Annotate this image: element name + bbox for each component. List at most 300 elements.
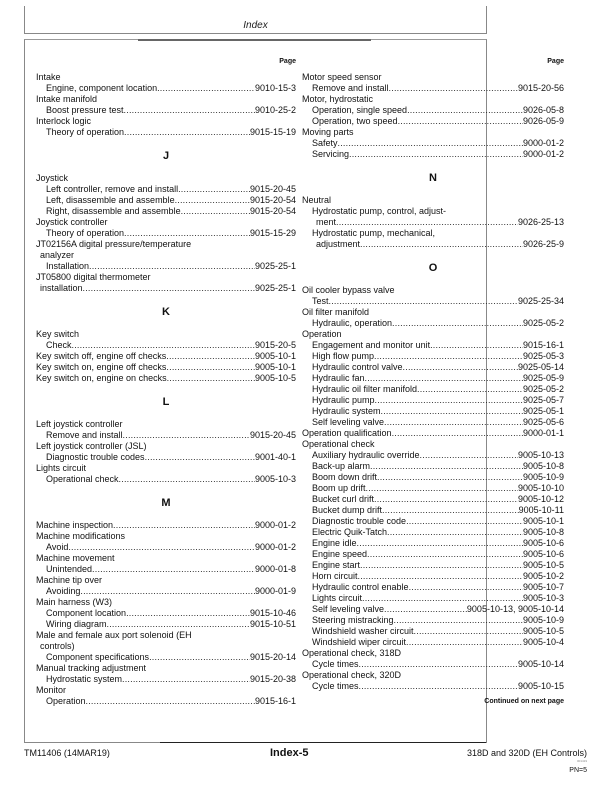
entry-page-ref[interactable]: 9005-10-13 [517,450,564,460]
entry-text: Manual tracking adjustment [36,663,147,673]
index-entry[interactable] [302,362,564,373]
dot-leader [359,681,518,692]
index-entry[interactable] [36,652,296,663]
entry-text: Installation [46,261,90,271]
entry-text: Motor speed sensor [302,72,382,82]
entry-text: Oil cooler bypass valve [302,285,395,295]
dot-leader [420,450,518,461]
entry-page-ref[interactable]: 9005-10-2 [522,571,564,581]
entry-page-ref[interactable]: 9025-05-9 [522,373,564,383]
index-entry[interactable] [302,681,564,692]
entry-text: Hydraulic fan [312,373,365,383]
entry-page-ref[interactable]: 9025-05-2 [522,384,564,394]
entry-text: Key switch [36,329,80,339]
entry-page-ref[interactable]: 9005-10-13, 9005-10-14 [466,604,564,614]
index-entry[interactable] [302,217,564,228]
dot-leader [409,582,523,593]
footer-doc-id: TM11406 (14MAR19) [24,748,110,758]
dot-leader [382,505,519,516]
entry-page-ref[interactable]: 9025-05-14 [517,362,564,372]
entry-text: Operation [302,329,342,339]
index-entry[interactable] [36,452,296,463]
dot-leader [166,362,255,373]
entry-page-ref[interactable]: 9005-10-5 [522,560,564,570]
entry-page-ref[interactable]: 9005-10-8 [522,461,564,471]
index-entry[interactable] [36,184,296,195]
index-entry[interactable] [302,516,564,527]
entry-page-ref[interactable]: 9015-15-29 [249,228,296,238]
index-entry [36,463,296,474]
dot-leader [394,615,523,626]
section-letter: N [429,172,437,184]
entry-page-ref[interactable]: 9026-25-9 [522,239,564,249]
entry-text: Bucket curl drift [312,494,375,504]
entry-text: Hydraulic control valve [312,362,403,372]
index-entry[interactable] [302,483,564,494]
index-entry[interactable] [36,520,296,531]
entry-text: Engagement and monitor unit [312,340,431,350]
index-entry [36,239,296,250]
index-entry[interactable] [302,116,564,127]
entry-page-ref[interactable]: 9005-10-3 [522,593,564,603]
dot-leader [181,206,250,217]
dot-leader [145,452,255,463]
index-entry[interactable] [36,283,296,294]
entry-page-ref[interactable]: 9025-05-2 [522,318,564,328]
entry-page-ref[interactable]: 9025-25-1 [254,261,296,271]
index-entry [36,72,296,83]
entry-text: Motor, hydrostatic [302,94,374,104]
entry-page-ref[interactable]: 9026-25-13 [517,217,564,227]
entry-text: Intake manifold [36,94,98,104]
index-entry[interactable] [36,373,296,384]
index-entry[interactable] [302,549,564,560]
dot-leader [366,483,518,494]
index-entry[interactable] [302,505,564,516]
footer-pn: PN=5 [569,767,587,774]
entry-text: ment [316,217,337,227]
dot-leader [89,261,255,272]
entry-text: Steering mistracking [312,615,394,625]
entry-text: Key switch off, engine off checks [36,351,167,361]
entry-text: Key switch on, engine off checks [36,362,167,372]
dot-leader [358,571,523,582]
dot-leader [360,239,523,250]
index-entry [302,648,564,659]
index-entry[interactable] [302,296,564,307]
entry-text: Safety [312,138,338,148]
entry-page-ref[interactable]: 9015-20-5 [254,340,296,350]
index-entry [302,329,564,340]
entry-text: Cycle times [312,681,359,691]
index-entry[interactable] [302,149,564,160]
entry-page-ref[interactable]: 9010-15-3 [254,83,296,93]
entry-page-ref[interactable]: 9000-01-2 [254,542,296,552]
entry-text: Boom up drift [312,483,366,493]
continued-note: Continued on next page [484,698,564,705]
index-entry [302,206,564,217]
index-entry [302,670,564,681]
entry-page-ref[interactable]: 9005-10-5 [522,626,564,636]
entry-page-ref[interactable]: 9025-25-1 [254,283,296,293]
index-entry [36,94,296,105]
index-entry[interactable] [36,430,296,441]
dot-leader [417,384,523,395]
entry-text: Joystick controller [36,217,108,227]
dot-leader [157,83,255,94]
dot-leader [357,538,523,549]
entry-page-ref[interactable]: 9025-25-34 [517,296,564,306]
index-entry[interactable] [302,560,564,571]
dot-leader [149,652,250,663]
index-column-right [302,58,564,692]
index-column-left [36,58,296,707]
entry-text: Operational check [46,474,119,484]
index-entry [302,307,564,318]
entry-text: Operational check, 318D [302,648,402,658]
entry-text: Diagnostic trouble codes [46,452,145,462]
entry-page-ref[interactable]: 9005-10-1 [254,351,296,361]
index-entry[interactable] [36,228,296,239]
index-entry[interactable] [302,626,564,637]
dot-leader [407,105,523,116]
index-entry[interactable] [302,494,564,505]
index-entry [36,419,296,430]
entry-text: Machine inspection [36,520,114,530]
index-entry[interactable] [302,571,564,582]
entry-page-ref[interactable]: 9015-20-38 [249,674,296,684]
entry-text: Servicing [312,149,350,159]
entry-page-ref[interactable]: 9005-10-10 [517,483,564,493]
index-entry[interactable] [36,362,296,373]
dot-leader [406,637,523,648]
index-entry [36,685,296,696]
entry-page-ref[interactable]: 9000-01-9 [254,586,296,596]
dot-leader [398,116,523,127]
index-entry[interactable] [36,105,296,116]
footer-stamp: 001419 [576,759,587,763]
entry-page-ref[interactable]: 9005-10-9 [522,472,564,482]
dot-leader [68,542,255,553]
index-entry[interactable] [302,373,564,384]
entry-page-ref[interactable]: 9015-20-54 [249,206,296,216]
dot-leader [72,340,255,351]
entry-text: Electric Quik-Tatch [312,527,388,537]
entry-text: Boost pressure test [46,105,124,115]
entry-page-ref[interactable]: 9005-10-1 [522,516,564,526]
entry-text: Left joystick controller (JSL) [36,441,147,451]
dot-leader [374,494,518,505]
entry-page-ref[interactable]: 9005-10-15 [517,681,564,691]
entry-page-ref[interactable]: 9000-01-2 [522,149,564,159]
entry-page-ref[interactable]: 9005-10-1 [254,362,296,372]
entry-text: Operation, two speed [312,116,398,126]
entry-text: Windshield wiper circuit [312,637,407,647]
index-entry[interactable] [302,384,564,395]
dot-leader [92,564,255,575]
dot-leader [86,696,255,707]
dot-leader [107,619,250,630]
entry-text: Operation, single speed [312,105,408,115]
entry-page-ref[interactable]: 9015-20-45 [249,184,296,194]
entry-page-ref[interactable]: 9015-20-56 [517,83,564,93]
entry-page-ref[interactable]: 9025-05-3 [522,351,564,361]
index-entry[interactable] [302,593,564,604]
section-letter: K [162,306,170,318]
entry-page-ref[interactable]: 9005-10-5 [254,373,296,383]
dot-leader [80,586,255,597]
index-entry [302,228,564,239]
index-entry[interactable] [302,239,564,250]
entry-text: JT05800 digital thermometer [36,272,151,282]
index-entry[interactable] [36,127,296,138]
index-entry[interactable] [36,351,296,362]
entry-text: Oil filter manifold [302,307,370,317]
index-entry [36,663,296,674]
index-entry [36,597,296,608]
index-entry[interactable] [36,542,296,553]
entry-page-ref[interactable]: 9000-01-8 [254,564,296,574]
index-entry[interactable] [36,474,296,485]
entry-text: Avoiding [46,586,81,596]
entry-text: Avoid [46,542,69,552]
entry-page-ref[interactable]: 9000-01-1 [522,428,564,438]
index-entry[interactable] [302,318,564,329]
dot-leader [329,296,518,307]
index-entry[interactable] [36,261,296,272]
index-entry [36,441,296,452]
index-entry[interactable] [302,659,564,670]
entry-text: Hydraulic control enable [312,582,409,592]
dot-leader [175,195,250,206]
index-entry[interactable] [302,582,564,593]
dot-leader [349,149,523,160]
dot-leader [365,373,523,384]
entry-text: Operation [46,696,86,706]
entry-text: Machine movement [36,553,115,563]
dot-leader [374,351,523,362]
index-entry[interactable] [36,195,296,206]
entry-text: Self leveling valve [312,417,385,427]
entry-page-ref[interactable]: 9015-16-1 [522,340,564,350]
dot-leader [362,593,523,604]
bottom-rule [24,742,486,743]
entry-page-ref[interactable]: 9015-16-1 [254,696,296,706]
entry-text: Hydrostatic system [46,674,123,684]
entry-text: Interlock logic [36,116,92,126]
index-entry[interactable] [302,351,564,362]
entry-page-ref[interactable]: 9005-10-6 [522,549,564,559]
index-entry[interactable] [36,564,296,575]
index-entry [36,575,296,586]
index-entry [302,72,564,83]
index-entries-right [302,72,564,692]
entry-text: Hydrostatic pump, control, adjust- [312,206,447,216]
entry-text: Auxiliary hydraulic override [312,450,420,460]
index-entry [36,630,296,641]
dot-leader [167,373,255,384]
entry-text: Remove and install [46,430,123,440]
entry-text: Hydraulic pump [312,395,375,405]
index-entry[interactable] [36,586,296,597]
entry-text: Cycle times [312,659,359,669]
section-letter: J [162,150,170,162]
entry-text: Left controller, remove and install [46,184,179,194]
entry-page-ref[interactable]: 9025-05-7 [522,395,564,405]
index-entry[interactable] [302,340,564,351]
section-letter: M [161,497,171,509]
entry-page-ref[interactable]: 9000-01-2 [522,138,564,148]
entry-text: Diagnostic trouble code [312,516,407,526]
entry-page-ref[interactable]: 9005-10-8 [522,527,564,537]
index-entry[interactable] [302,615,564,626]
entry-page-ref[interactable]: 9015-20-54 [249,195,296,205]
index-entry[interactable] [302,138,564,149]
entry-page-ref[interactable]: 9000-01-2 [254,520,296,530]
header-title: Index [243,20,268,31]
entry-page-ref[interactable]: 9026-05-8 [522,105,564,115]
dot-leader [360,560,523,571]
index-entry[interactable] [302,83,564,94]
dot-leader [338,138,523,149]
index-entry[interactable] [302,538,564,549]
index-entry[interactable] [302,395,564,406]
entry-text: Machine tip over [36,575,103,585]
dot-leader [122,674,250,685]
index-entry[interactable] [302,527,564,538]
entry-text: Hydraulic oil filter manifold [312,384,418,394]
entry-text: Component specifications [46,652,150,662]
index-entry[interactable] [36,696,296,707]
entry-text: Wiring diagram [46,619,107,629]
entry-text: Horn circuit [312,571,358,581]
entry-page-ref[interactable]: 9010-25-2 [254,105,296,115]
entry-text: Monitor [36,685,67,695]
index-entry[interactable] [302,417,564,428]
entry-text: Hydrostatic pump, mechanical, [312,228,436,238]
entry-page-ref[interactable]: 9025-05-6 [522,417,564,427]
entry-text: Engine, component location [46,83,158,93]
entry-text: Key switch on, engine on checks [36,373,167,383]
index-entry[interactable] [302,604,564,615]
entry-page-ref[interactable]: 9015-10-46 [249,608,296,618]
dot-leader [414,626,523,637]
index-entry [302,127,564,138]
dot-leader [83,283,255,294]
index-entry[interactable] [302,428,564,439]
index-entry [36,641,296,652]
entry-text: Intake [36,72,61,82]
dot-leader [403,362,518,373]
dot-leader [381,406,523,417]
index-entry[interactable] [36,608,296,619]
entry-page-ref[interactable]: 9005-10-3 [254,474,296,484]
page-column-header: Page [547,58,564,65]
entry-page-ref[interactable]: 9005-10-4 [522,637,564,647]
dot-leader [384,417,523,428]
index-entry [302,439,564,450]
entry-page-ref[interactable]: 9015-15-19 [249,127,296,137]
entry-text: Lights circuit [36,463,87,473]
entry-text: Boom down drift [312,472,378,482]
dot-leader [336,217,518,228]
index-entry[interactable] [36,619,296,630]
dot-leader [370,461,523,472]
index-entry [302,94,564,105]
index-entry [36,272,296,283]
dot-leader [377,472,523,483]
entry-text: Left joystick controller [36,419,123,429]
entry-text: Moving parts [302,127,354,137]
index-entry[interactable] [302,105,564,116]
index-entry [36,173,296,184]
entry-page-ref[interactable]: 9005-10-6 [522,538,564,548]
index-entry[interactable] [36,83,296,94]
entry-page-ref[interactable]: 9005-10-11 [518,505,564,515]
index-entry[interactable] [36,674,296,685]
dot-leader [123,430,250,441]
index-entry [302,195,564,206]
entry-page-ref[interactable]: 9005-10-14 [517,659,564,669]
entry-text: Check [46,340,72,350]
entry-text: Engine idle [312,538,357,548]
entry-page-ref[interactable]: 9026-05-9 [522,116,564,126]
entry-page-ref[interactable]: 9005-10-9 [522,615,564,625]
entry-page-ref[interactable]: 9015-20-14 [249,652,296,662]
entry-page-ref[interactable]: 9005-10-12 [517,494,564,504]
index-entry[interactable] [302,406,564,417]
entry-text: JT02156A digital pressure/temperature [36,239,192,249]
index-entry [36,250,296,261]
dot-leader [178,184,250,195]
index-entries-left [36,72,296,707]
page-column-header: Page [279,58,296,65]
index-entry [36,217,296,228]
dot-leader [126,608,250,619]
entry-text: Operational check [302,439,375,449]
entry-text: adjustment [316,239,361,249]
entry-page-ref[interactable]: 9025-05-1 [522,406,564,416]
entry-text: Main harness (W3) [36,597,113,607]
index-entry[interactable] [36,206,296,217]
dot-leader [124,127,250,138]
index-entry[interactable] [302,637,564,648]
index-entry [36,531,296,542]
entry-text: Self leveling valve [312,604,385,614]
index-entry[interactable] [302,450,564,461]
index-entry [36,116,296,127]
dot-leader [367,549,523,560]
entry-text: Unintended [46,564,93,574]
entry-text: Back-up alarm [312,461,371,471]
entry-text: analyzer [40,250,75,260]
entry-text: controls) [40,641,75,651]
entry-text: Component location [46,608,127,618]
index-entry[interactable] [302,461,564,472]
dot-leader [384,604,467,615]
index-entry[interactable] [302,472,564,483]
entry-text: Theory of operation [46,228,125,238]
entry-page-ref[interactable]: 9005-10-7 [522,582,564,592]
entry-text: Left, disassemble and assemble [46,195,175,205]
entry-text: Neutral [302,195,332,205]
entry-text: Engine speed [312,549,368,559]
entry-page-ref[interactable]: 9015-10-51 [249,619,296,629]
index-entry [302,285,564,296]
index-entry[interactable] [36,340,296,351]
entry-page-ref[interactable]: 9015-20-45 [249,430,296,440]
entry-page-ref[interactable]: 9001-40-1 [254,452,296,462]
